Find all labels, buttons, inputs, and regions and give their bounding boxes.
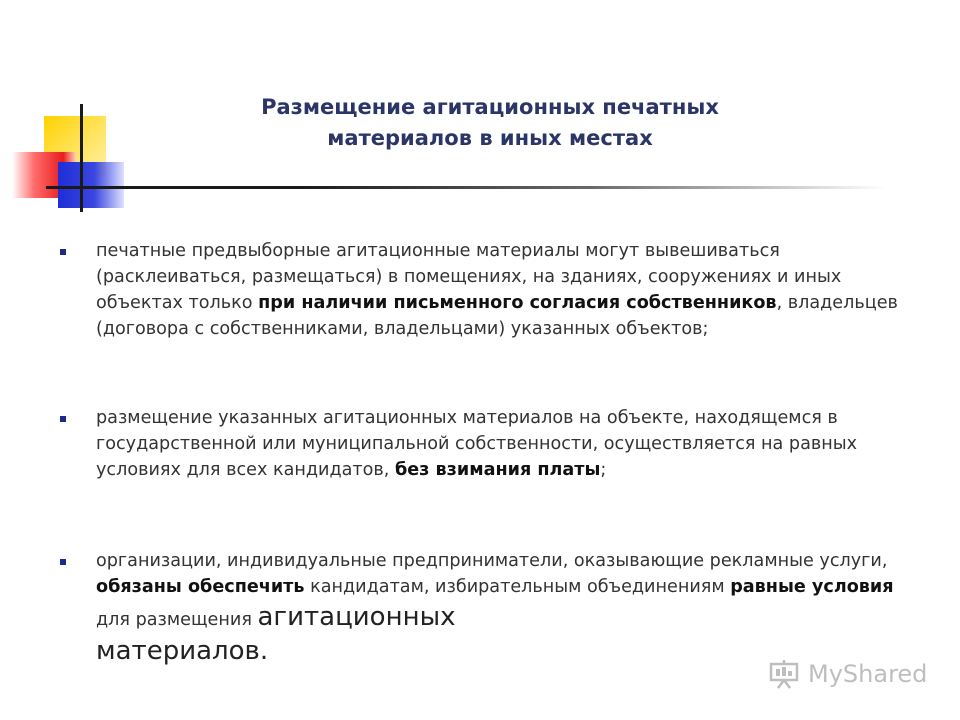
slide-title-line-1: Размещение агитационных печатных	[261, 95, 719, 119]
bullet-1-text-1: печатные предвыборные агитационные материалы могут вывешиваться (расклеиваться, размещаться) в помещениях, на зданиях, сооружениях и иных объектах только	[96, 241, 842, 313]
bullet-2-bold-1: без взимания платы	[394, 460, 601, 480]
bullet-3-bold-2: равные условия	[730, 577, 894, 597]
bullet-1-bold-1: при наличии письменного согласия собственников	[258, 293, 777, 313]
watermark	[768, 656, 927, 692]
bullet-marker-icon	[60, 249, 66, 255]
bullet-3-text-1: организации, индивидуальные предприниматели, оказывающие рекламные услуги,	[96, 551, 888, 571]
bullet-1-text-2: , владельцев (договора с собственниками, владельцами) указанных объектов;	[96, 293, 898, 339]
presentation-icon	[768, 658, 800, 690]
bullet-2-text-1: размещение указанных агитационных материалов на объекте, находящемся в государственной или муниципальной собственности, осуществляется на равных условиях для всех кандидатов,	[96, 408, 858, 480]
bullet-3-large-word: агитационных	[257, 602, 456, 632]
decor-vertical-line	[80, 104, 83, 212]
bullet-item-1	[96, 238, 916, 342]
watermark-text: MyShared	[808, 660, 928, 688]
bullet-item-3	[96, 548, 916, 668]
decor-blue-square	[58, 162, 124, 208]
bullet-marker-icon	[60, 416, 66, 422]
bullet-3-text-2: кандидатам, избирательным объединениям	[304, 577, 731, 597]
bullet-3-bold-1: обязаны обеспечить	[96, 577, 305, 597]
slide-title	[180, 92, 800, 154]
slide-title-line-2: материалов в иных местах	[327, 126, 653, 150]
bullet-marker-icon	[60, 559, 66, 565]
bullet-item-2	[96, 405, 916, 483]
bullet-3-tail: материалов.	[96, 636, 269, 666]
bullet-3-text-3: для размещения	[96, 610, 258, 630]
decor-horizontal-line	[46, 186, 886, 189]
bullet-2-text-2: ;	[600, 460, 607, 480]
